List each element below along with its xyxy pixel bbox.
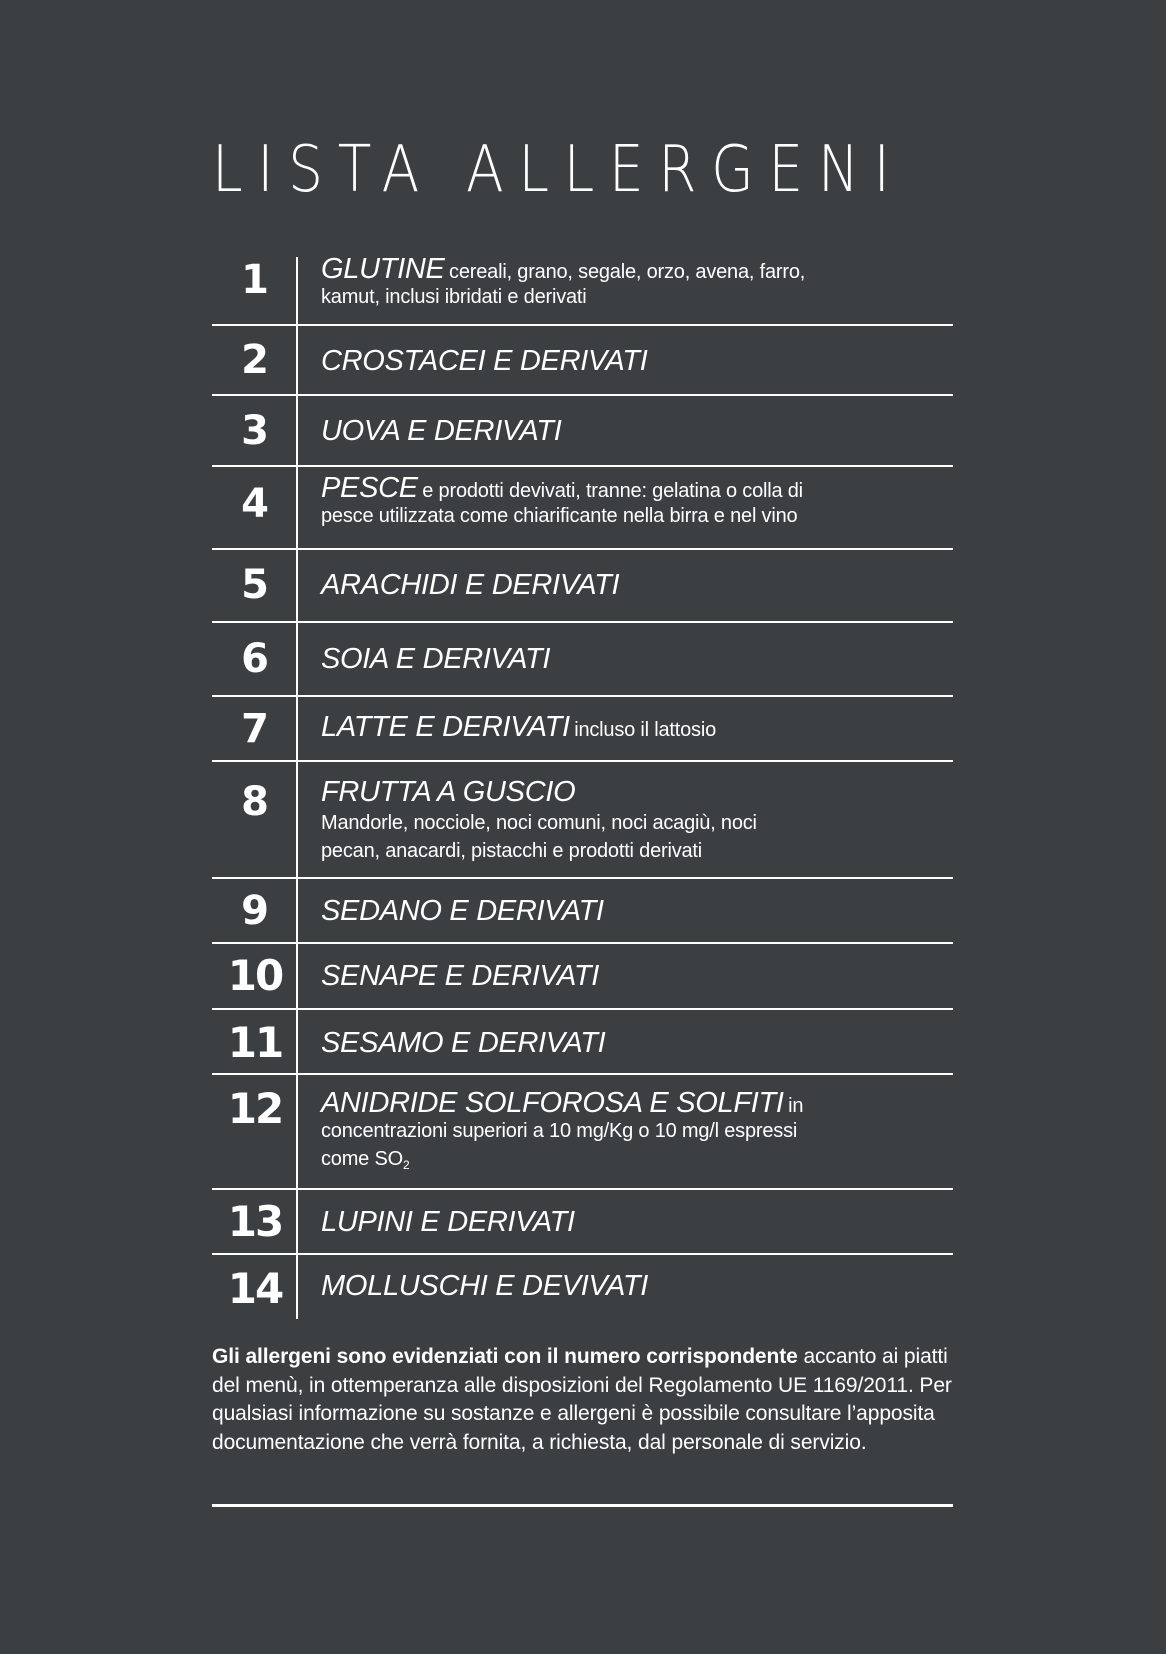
allergen-name: LATTE E DERIVATI [321,711,570,743]
allergen-description: come $SO_2$ [321,1148,410,1172]
page-title: LISTA ALLERGENI [212,133,905,207]
allergen-name: SENAPE E DERIVATI [321,960,600,992]
allergen-row-4 [212,467,953,550]
allergen-name: FRUTTA A GUSCIO [321,776,576,808]
allergen-number: 11 [227,1018,283,1067]
allergen-number: 6 [241,636,269,682]
allergen-description: cereali, grano, segale, orzo, avena, farro, [449,261,806,283]
allergen-note-text: accanto ai piatti del menù, in ottemperanza alle disposizioni del Regolamento UE 1169/2011. Per qualsiasi informazione su sostanze e allergeni è possibile consultare l’apposita documentazione che verrà fornita, a richiesta, dal personale di servizio. [212,1345,952,1454]
allergen-number: 9 [241,888,269,934]
allergen-row-2 [212,326,953,396]
allergen-name: SESAMO E DERIVATI [321,1027,606,1059]
allergen-row-1 [212,253,953,326]
allergen-name: SOIA E DERIVATI [321,643,551,675]
allergen-name: MOLLUSCHI E DEVIVATI [321,1270,649,1302]
allergen-row-13 [212,1190,953,1255]
allergen-name: GLUTINE [321,253,445,285]
allergen-number: 5 [241,562,269,608]
allergen-number: 8 [241,779,269,825]
allergen-number: 14 [227,1264,283,1313]
allergen-number: 3 [241,408,269,454]
allergen-name: CROSTACEI E DERIVATI [321,345,648,377]
allergen-name: UOVA E DERIVATI [321,415,562,447]
allergen-row-6 [212,623,953,697]
allergen-number: 4 [241,481,269,527]
allergen-description: in [788,1095,804,1117]
bottom-divider [212,1504,953,1507]
allergen-row-7 [212,697,953,762]
allergen-name: SEDANO E DERIVATI [321,895,604,927]
allergen-description: Mandorle, nocciole, noci comuni, noci acagiù, noci [321,812,757,834]
allergen-number: 1 [241,257,269,303]
allergen-name: ANIDRIDE SOLFOROSA E SOLFITI [321,1087,784,1119]
allergen-number: 10 [227,951,283,1000]
allergen-row-12 [212,1075,953,1190]
allergen-number: 7 [241,706,269,752]
allergen-name: PESCE [321,472,418,504]
allergen-row-9 [212,879,953,944]
allergen-name: LUPINI E DERIVATI [321,1206,575,1238]
allergen-row-10 [212,944,953,1010]
allergen-row-11 [212,1010,953,1075]
allergen-description: concentrazioni superiori a 10 mg/Kg o 10 mg/l espressi [321,1120,798,1142]
allergen-note-emphasis: Gli allergeni sono evidenziati con il numero corrispondente [212,1345,798,1368]
allergen-number: 13 [227,1197,283,1246]
allergen-description: kamut, inclusi ibridati e derivati [321,286,587,308]
allergen-note [212,1343,962,1457]
allergen-row-8 [212,762,953,879]
allergen-row-14 [212,1255,953,1319]
allergen-description: pecan, anacardi, pistacchi e prodotti derivati [321,840,703,862]
allergen-description: incluso il lattosio [574,719,717,741]
allergen-name: ARACHIDI E DERIVATI [321,569,620,601]
allergen-table [212,253,953,1319]
allergen-row-5 [212,550,953,623]
allergen-number: 2 [241,337,269,383]
allergen-row-3 [212,396,953,467]
allergen-description: e prodotti devivati, tranne: gelatina o colla di [422,480,803,502]
allergen-description: pesce utilizzata come chiarificante nella birra e nel vino [321,505,798,527]
allergen-number: 12 [227,1084,283,1133]
